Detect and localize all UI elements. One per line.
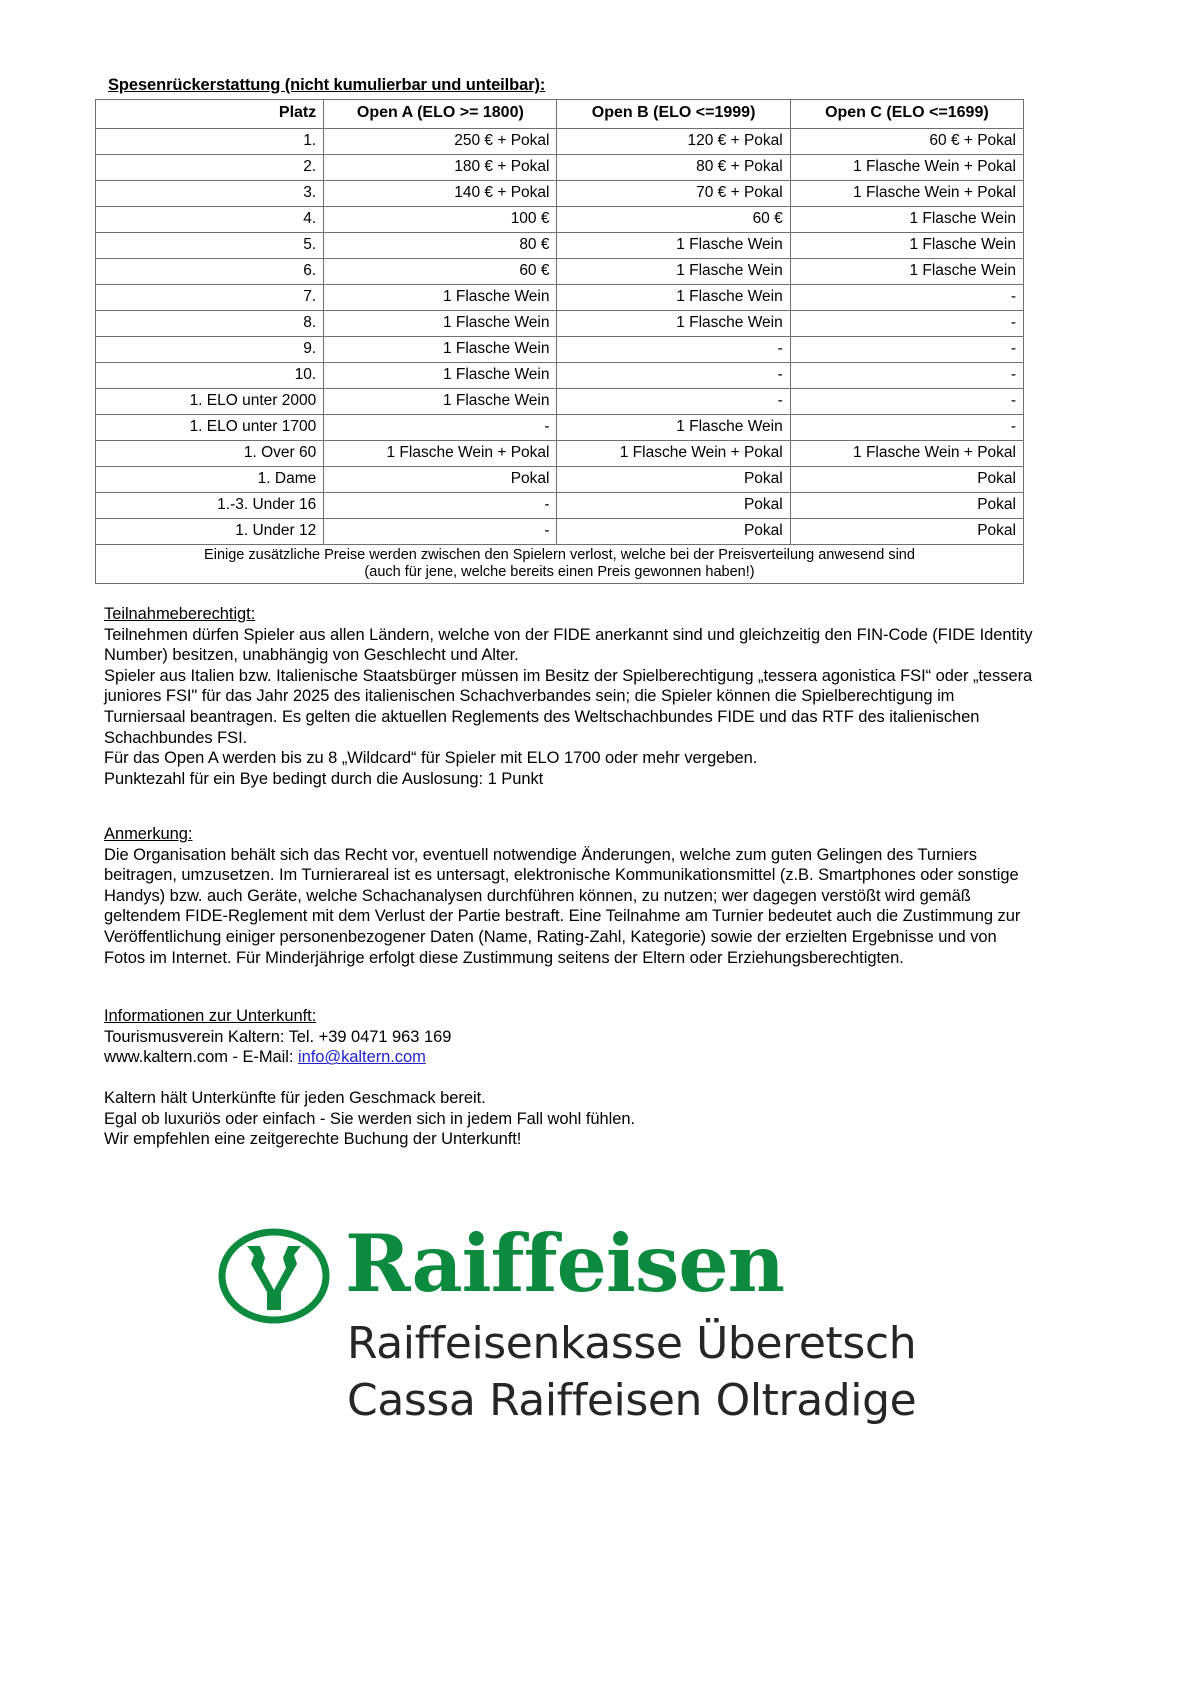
table-row [96, 285, 1024, 311]
unterkunft-phone-line: Tourismusverein Kaltern: Tel. +39 0471 963 169 [104, 1027, 452, 1046]
cell-open-c: - [790, 363, 1023, 389]
cell-open-a: 1 Flasche Wein [324, 311, 557, 337]
cell-open-a: 1 Flasche Wein [324, 337, 557, 363]
cell-open-b: 1 Flasche Wein [557, 311, 790, 337]
cell-open-c: 60 € + Pokal [790, 129, 1023, 155]
table-row [96, 389, 1024, 415]
unterkunft-web-line [104, 1047, 1034, 1068]
cell-place: 1. ELO unter 2000 [96, 389, 324, 415]
cell-open-c: Pokal [790, 519, 1023, 545]
cell-open-a: 180 € + Pokal [324, 155, 557, 181]
table-row [96, 415, 1024, 441]
table-row [96, 233, 1024, 259]
cell-open-c: - [790, 311, 1023, 337]
section-label-unterkunft: Informationen zur Unterkunft: [104, 1007, 317, 1025]
cell-open-c: - [790, 415, 1023, 441]
cell-open-c: 1 Flasche Wein [790, 233, 1023, 259]
cell-open-b: 1 Flasche Wein [557, 233, 790, 259]
teilnahme-paragraph-3: Für das Open A werden bis zu 8 „Wildcard“ für Spieler mit ELO 1700 oder mehr vergeben. [104, 749, 758, 768]
cell-place: 1. Dame [96, 467, 324, 493]
cell-place: 1.-3. Under 16 [96, 493, 324, 519]
cell-place: 8. [96, 311, 324, 337]
table-row [96, 129, 1024, 155]
cell-open-b: Pokal [557, 467, 790, 493]
cell-open-c: - [790, 337, 1023, 363]
cell-place: 6. [96, 259, 324, 285]
cell-open-a: 1 Flasche Wein [324, 389, 557, 415]
teilnahme-paragraph-1: Teilnehmen dürfen Spieler aus allen Ländern, welche von der FIDE anerkannt sind und gleichzeitig den FIN-Code (FIDE Identity Number) besitzen, unabhängig von Geschlecht und Alter. [104, 625, 1033, 665]
cell-open-b: - [557, 389, 790, 415]
prize-table [95, 99, 1024, 584]
table-footnote-row [96, 545, 1024, 584]
email-link[interactable]: info@kaltern.com [298, 1048, 426, 1067]
raiffeisen-wordmark: Raiffeisen [345, 1217, 785, 1310]
cell-open-c: 1 Flasche Wein [790, 207, 1023, 233]
cell-open-a: 80 € [324, 233, 557, 259]
cell-open-c: 1 Flasche Wein + Pokal [790, 181, 1023, 207]
cell-open-a: 140 € + Pokal [324, 181, 557, 207]
cell-open-a: - [324, 519, 557, 545]
cell-open-a: Pokal [324, 467, 557, 493]
cell-open-a: 1 Flasche Wein [324, 285, 557, 311]
column-header-platz: Platz [96, 100, 324, 129]
cell-place: 1. [96, 129, 324, 155]
table-footnote [96, 545, 1024, 584]
teilnahme-paragraph-4: Punktezahl für ein Bye bedingt durch die Auslosung: 1 Punkt [104, 769, 544, 788]
table-header-row [96, 100, 1024, 129]
column-header-open-b: Open B (ELO <=1999) [557, 100, 790, 129]
cell-place: 5. [96, 233, 324, 259]
cell-open-b: 80 € + Pokal [557, 155, 790, 181]
column-header-open-a: Open A (ELO >= 1800) [324, 100, 557, 129]
cell-open-a: 100 € [324, 207, 557, 233]
raiffeisen-sub-line-1: Raiffeisenkasse Überetsch [347, 1318, 917, 1369]
cell-open-a: 1 Flasche Wein [324, 363, 557, 389]
cell-open-b: Pokal [557, 519, 790, 545]
table-row [96, 155, 1024, 181]
table-row [96, 363, 1024, 389]
cell-open-b: 60 € [557, 207, 790, 233]
kaltern-line-1: Kaltern hält Unterkünfte für jeden Geschmack bereit. [104, 1089, 486, 1107]
cell-open-a: - [324, 415, 557, 441]
cell-open-c: Pokal [790, 467, 1023, 493]
kaltern-line-3: Wir empfehlen eine zeitgerechte Buchung der Unterkunft! [104, 1130, 522, 1149]
cell-open-c: - [790, 285, 1023, 311]
cell-place: 1. Over 60 [96, 441, 324, 467]
raiffeisen-logo [215, 1217, 935, 1437]
cell-open-b: 1 Flasche Wein + Pokal [557, 441, 790, 467]
cell-open-c: 1 Flasche Wein [790, 259, 1023, 285]
cell-open-c: 1 Flasche Wein + Pokal [790, 155, 1023, 181]
table-row [96, 181, 1024, 207]
table-row [96, 519, 1024, 545]
section-anmerkung [104, 824, 1034, 968]
table-row [96, 467, 1024, 493]
footnote-line-2: (auch für jene, welche bereits einen Preis gewonnen haben!) [364, 563, 755, 580]
cell-place: 4. [96, 207, 324, 233]
section-teilnahmeberechtigt [104, 604, 1039, 789]
cell-place: 3. [96, 181, 324, 207]
table-row [96, 259, 1024, 285]
cell-open-a: - [324, 493, 557, 519]
section-unterkunft [104, 1006, 1034, 1068]
cell-place: 2. [96, 155, 324, 181]
cell-open-b: 1 Flasche Wein [557, 415, 790, 441]
page-title: Spesenrückerstattung (nicht kumulierbar und unteilbar): [108, 76, 546, 94]
raiffeisen-gable-cross-icon [215, 1228, 333, 1324]
cell-open-b: Pokal [557, 493, 790, 519]
footnote-line-1: Einige zusätzliche Preise werden zwischen den Spielern verlost, welche bei der Preisverteilung anwesend sind [204, 547, 915, 563]
cell-open-b: - [557, 337, 790, 363]
cell-open-c: - [790, 389, 1023, 415]
cell-open-b: 70 € + Pokal [557, 181, 790, 207]
table-row [96, 337, 1024, 363]
table-row [96, 311, 1024, 337]
cell-open-b: 1 Flasche Wein [557, 259, 790, 285]
kaltern-line-2: Egal ob luxuriös oder einfach - Sie werden sich in jedem Fall wohl fühlen. [104, 1109, 636, 1128]
section-label-anmerkung: Anmerkung: [104, 825, 193, 843]
teilnahme-paragraph-2: Spieler aus Italien bzw. Italienische Staatsbürger müssen im Besitz der Spielberechtigung „tessera agonistica FSI“ oder „tessera juniores FSI" für das Jahr 2025 des italienischen Schachverbandes sein; die Spieler können die Spielberechtigung im Turniersaal beantragen. Es gelten die aktuellen Reglements des Weltschachbundes FIDE und das RTF des italienischen Schachbundes FSI. [104, 666, 1033, 747]
cell-place: 7. [96, 285, 324, 311]
table-row [96, 493, 1024, 519]
table-row [96, 207, 1024, 233]
section-kaltern-blurb [104, 1088, 1034, 1150]
cell-open-b: 120 € + Pokal [557, 129, 790, 155]
cell-open-c: Pokal [790, 493, 1023, 519]
cell-open-a: 60 € [324, 259, 557, 285]
cell-open-a: 1 Flasche Wein + Pokal [324, 441, 557, 467]
cell-place: 1. ELO unter 1700 [96, 415, 324, 441]
section-label-teilnahme: Teilnahmeberechtigt: [104, 605, 256, 623]
cell-open-b: 1 Flasche Wein [557, 285, 790, 311]
cell-open-c: 1 Flasche Wein + Pokal [790, 441, 1023, 467]
cell-open-b: - [557, 363, 790, 389]
anmerkung-paragraph: Die Organisation behält sich das Recht vor, eventuell notwendige Änderungen, welche zum guten Gelingen des Turniers beitragen, umzusetzen. Im Turnierareal ist es untersagt, elektronische Kommunikationsmittel (z.B. Smartphones oder sonstige Handys) bzw. auch Geräte, welche Schachanalysen durchführen können, zu nutzen; wer dagegen verstößt wird gemäß geltendem FIDE-Reglement mit dem Verlust der Partie bestraft. Eine Teilnahme am Turnier bedeutet auch die Zustimmung zur Veröffentlichung einiger personenbezogener Daten (Name, Rating-Zahl, Kategorie) sowie der erzielten Ergebnisse und von Fotos im Internet. Für Minderjährige erfolgt diese Zustimmung seitens der Eltern oder Erziehungsberechtigten. [104, 845, 1021, 967]
cell-place: 10. [96, 363, 324, 389]
column-header-open-c: Open C (ELO <=1699) [790, 100, 1023, 129]
cell-open-a: 250 € + Pokal [324, 129, 557, 155]
table-row [96, 441, 1024, 467]
cell-place: 9. [96, 337, 324, 363]
unterkunft-web-prefix: www.kaltern.com - E-Mail: [104, 1048, 298, 1067]
cell-place: 1. Under 12 [96, 519, 324, 545]
raiffeisen-sub-line-2: Cassa Raiffeisen Oltradige [347, 1375, 917, 1426]
